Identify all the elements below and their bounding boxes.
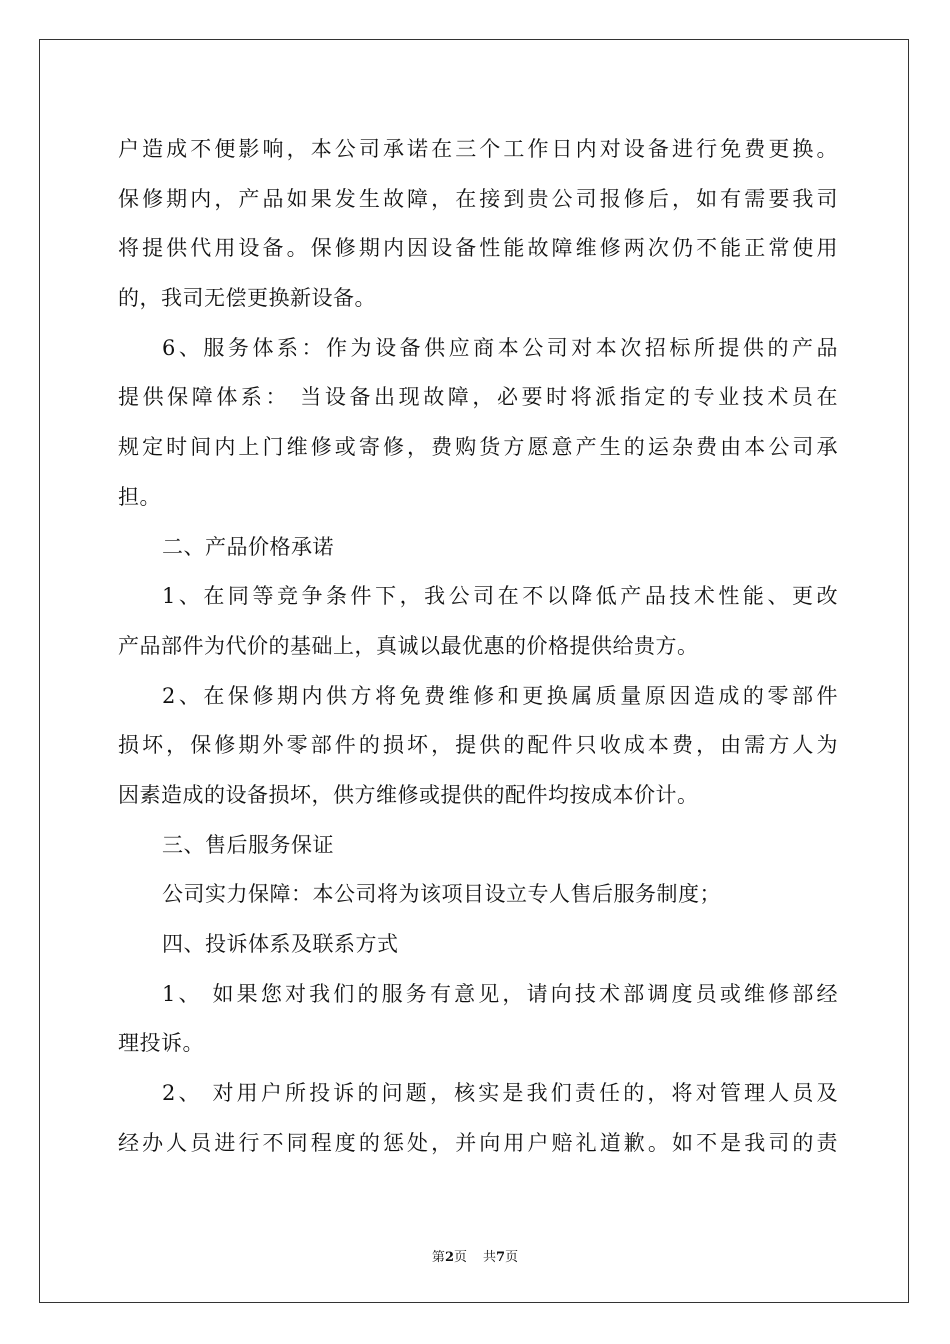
footer-total-pages: 7 xyxy=(496,1250,506,1265)
paragraph-line: 将提供代用设备。保修期内因设备性能故障维修两次仍不能正常使用 xyxy=(118,236,838,261)
paragraph-line: 因素造成的设备损坏，供方维修或提供的配件均按成本价计。 xyxy=(118,782,699,807)
paragraph-line: 2、在保修期内供方将免费维修和更换属质量原因造成的零部件 xyxy=(162,683,838,708)
document-body xyxy=(118,125,838,1168)
paragraph-line: 理投诉。 xyxy=(118,1031,204,1056)
page-footer xyxy=(0,1246,950,1265)
paragraph-line: 的，我司无偿更换新设备。 xyxy=(118,286,376,311)
paragraph-line: 规定时间内上门维修或寄修，费购货方愿意产生的运杂费由本公司承 xyxy=(118,435,838,460)
footer-page-prefix: 第 xyxy=(431,1250,445,1265)
paragraph-line: 经办人员进行不同程度的惩处，并向用户赔礼道歉。如不是我司的责 xyxy=(118,1130,838,1155)
paragraph-line: 提供保障体系： 当设备出现故障，必要时将派指定的专业技术员在 xyxy=(118,385,838,410)
paragraph-line: 产品部件为代价的基础上，真诚以最优惠的价格提供给贵方。 xyxy=(118,633,699,658)
paragraph-line: 保修期内，产品如果发生故障，在接到贵公司报修后，如有需要我司 xyxy=(118,186,838,211)
section-heading: 四、投诉体系及联系方式 xyxy=(162,932,399,956)
paragraph-line: 损坏，保修期外零部件的损坏，提供的配件只收成本费，由需方人为 xyxy=(118,733,838,758)
paragraph-line: 1、在同等竞争条件下，我公司在不以降低产品技术性能、更改 xyxy=(162,584,838,609)
paragraph-line: 户造成不便影响，本公司承诺在三个工作日内对设备进行免费更换。 xyxy=(118,137,838,161)
paragraph-line: 公司实力保障：本公司将为该项目设立专人售后服务制度； xyxy=(162,882,721,907)
paragraph-line: 担。 xyxy=(118,484,161,509)
footer-total-suffix: 页 xyxy=(505,1250,519,1265)
footer-page-suffix: 页 xyxy=(453,1250,467,1265)
paragraph-line: 6、服务体系：作为设备供应商本公司对本次招标所提供的产品 xyxy=(162,335,838,360)
footer-page-number: 2 xyxy=(444,1250,454,1265)
paragraph-line: 2、 对用户所投诉的问题，核实是我们责任的，将对管理人员及 xyxy=(162,1081,838,1106)
section-heading: 二、产品价格承诺 xyxy=(162,534,334,559)
paragraph-line: 1、 如果您对我们的服务有意见，请向技术部调度员或维修部经 xyxy=(162,981,838,1006)
section-heading: 三、售后服务保证 xyxy=(162,832,334,857)
footer-total-prefix: 共 xyxy=(483,1250,497,1265)
